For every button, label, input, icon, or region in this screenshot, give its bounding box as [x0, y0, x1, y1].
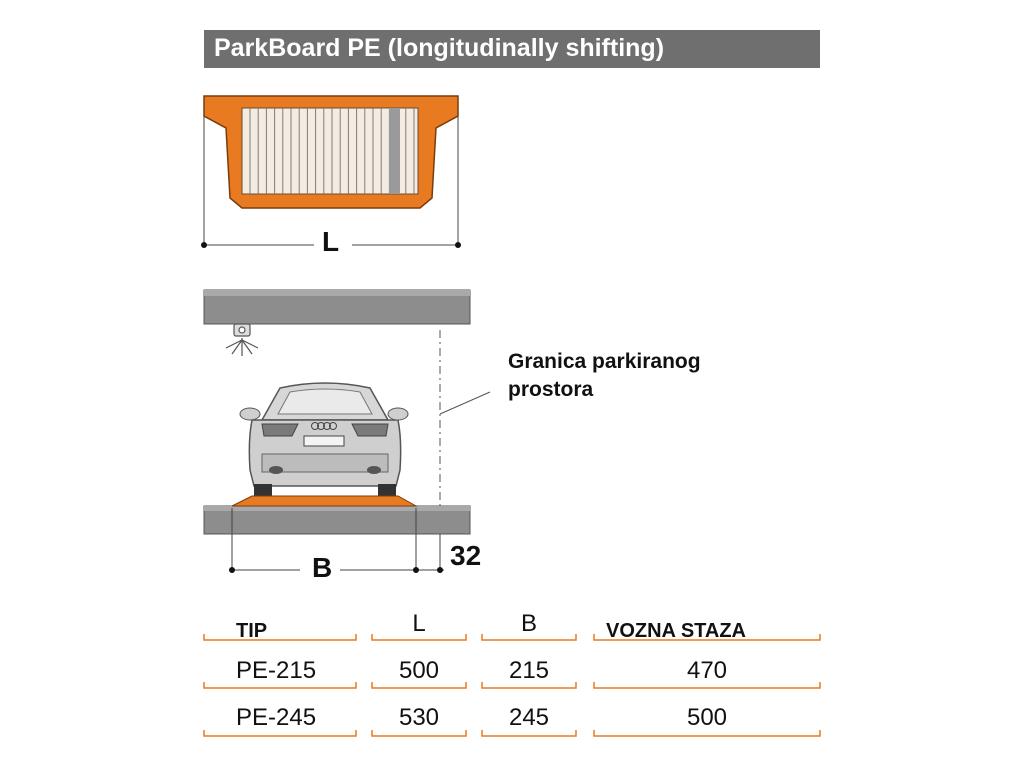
table-cell-tip: PE-245 [236, 704, 317, 731]
table-cell-l: 500 [398, 657, 440, 684]
page-title: ParkBoard PE (longitudinally shifting) [214, 34, 665, 62]
table-cell-tip: PE-215 [236, 657, 317, 684]
table-cell-b: 245 [508, 704, 550, 731]
table-cell-b: 215 [508, 657, 550, 684]
boundary-pointer [440, 392, 490, 414]
ceiling-lamp-icon [226, 324, 258, 356]
pallet-dark-slat [389, 108, 400, 194]
boundary-note-line1: Granica parkiranog [508, 350, 701, 373]
table-cell-vozna-staza: 470 [686, 657, 728, 684]
b-dimension-label: B [312, 552, 333, 583]
table-header-l: L [412, 610, 426, 637]
front-pallet [232, 496, 416, 506]
gap-dimension-label: 32 [450, 540, 482, 571]
boundary-note [508, 348, 701, 404]
boundary-note-line2: prostora [508, 378, 594, 401]
l-dimension-label: L [322, 226, 340, 257]
floor-slab [204, 506, 470, 534]
table-header-vozna-staza: VOZNA STAZA [606, 620, 746, 642]
ceiling-slab [204, 290, 470, 324]
table-header-tip: TIP [236, 620, 268, 642]
top-view-pallet [204, 96, 458, 208]
car-rear-view [240, 383, 408, 500]
table-cell-l: 530 [398, 704, 440, 731]
table-rule [204, 634, 356, 640]
table-header-b: B [520, 610, 537, 637]
table-cell-vozna-staza: 500 [686, 704, 728, 731]
